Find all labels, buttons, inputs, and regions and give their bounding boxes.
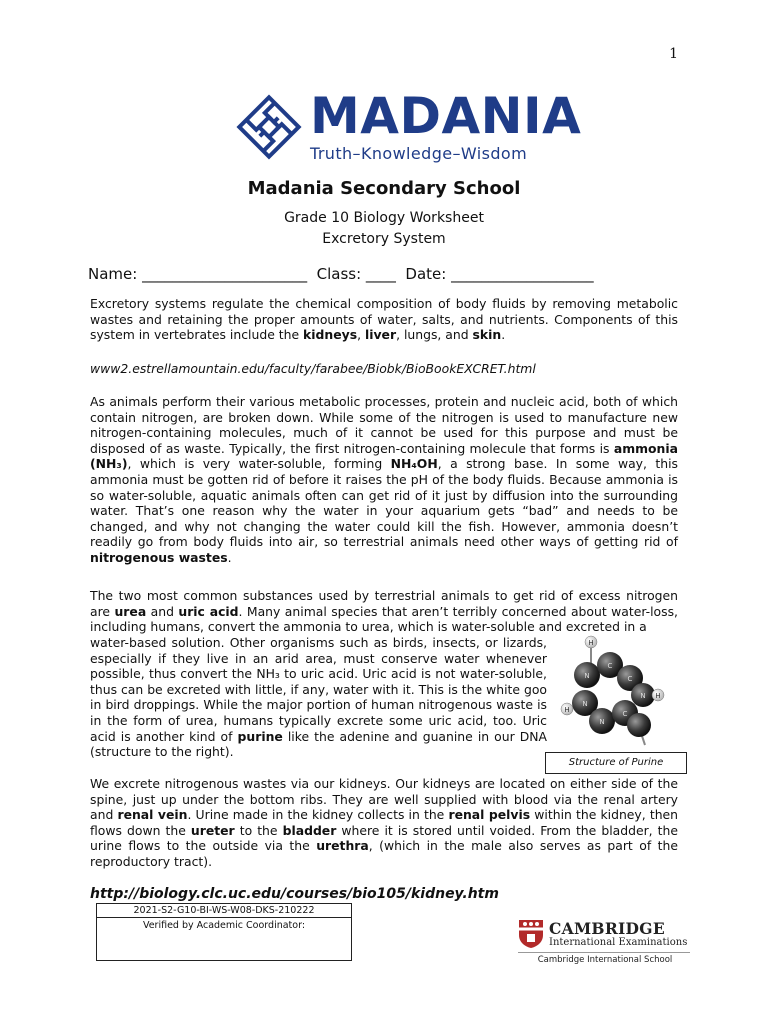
worksheet-title: Grade 10 Biology Worksheet (284, 210, 484, 226)
source-url-2: http://biology.clc.uc.edu/courses/bio105/kidney.htm (90, 886, 499, 902)
purine-caption: Structure of Purine (545, 752, 687, 774)
document-code: 2021-S2-G10-BI-WS-W08-DKS-210222 (97, 904, 351, 918)
purine-label-c1: C (607, 662, 613, 670)
purine-label-n1: N (584, 672, 590, 680)
paragraph-urea-continued: water-based solution. Other organisms such as birds, insects, or lizards, especially if they live in an arid area, must conserve water whenever possible, thus convert the NH₃ to uric acid. Uric acid is not water-soluble, thus can be excreted with little, if any, water with it. This is the white goo in bird droppings. While the major portion of human nitrogenous waste is in the form of urea, humans typically excrete some uric acid, too. Uric acid is another kind of purine like the adenine and guanine in our DNA (structure to the right). (90, 635, 547, 760)
cambridge-name: CAMBRIDGE (549, 919, 665, 938)
madania-maze-icon (236, 94, 302, 160)
logo-name: MADANIA (310, 87, 582, 145)
purine-label-c2: C (627, 675, 633, 683)
purine-label-n3: N (599, 718, 605, 726)
paragraph-urea: The two most common substances used by terrestrial animals to get rid of excess nitrogen are urea and uric acid. Many animal species that aren’t terribly concerned about water-loss, including humans, convert the ammonia to urea, which is water-soluble and excreted in a (90, 588, 678, 635)
purine-label-h1: H (588, 639, 594, 647)
verification-label: Verified by Academic Coordinator: (142, 920, 306, 931)
purine-label-n2: N (582, 700, 588, 708)
paragraph-intro: Excretory systems regulate the chemical composition of body fluids by removing metabolic wastes and retaining the proper amounts of water, salts, and nutrients. Components of this system in vertebrates include the kidneys, liver, lungs, and skin. (90, 296, 678, 343)
purine-label-h3: H (655, 692, 661, 700)
paragraph-kidneys: We excrete nitrogenous wastes via our kidneys. Our kidneys are located on either side of the spine, just up under the bottom ribs. They are well supplied with blood via the renal artery and renal vein. Urine made in the kidney collects in the renal pelvis within the kidney, then flows down the ureter to the bladder where it is stored until voided. From the bladder, the urine flows to the outside via the urethra, (which in the male also serves as part of the reproductory tract). (90, 776, 679, 869)
page-number: 1 (669, 46, 678, 62)
cambridge-subtitle: International Examinations (549, 937, 688, 948)
purine-label-c3: C (622, 710, 628, 718)
purine-structure-image (557, 633, 665, 751)
cambridge-shield-icon (518, 919, 544, 949)
name-class-date-line: Name: ______________________ Class: ____ Date: ___________________ (88, 265, 594, 283)
paragraph-ammonia: As animals perform their various metabolic processes, protein and nucleic acid, both of which contain nitrogen, are broken down. While some of the nitrogen is used to manufacture new nitrogen-containing molecules, much of it cannot be used for this purpose and must be disposed of as waste. Typically, the first nitrogen-containing molecule that forms is ammonia (NH₃), which is very water-soluble, forming NH₄OH, a strong base. In some way, this ammonia must be gotten rid of before it raises the pH of the body fluids. Because ammonia is so water-soluble, aquatic animals often can get rid of it just by diffusion into the surrounding water. That’s one reason why the water in your aquarium gets “bad” and needs to be changed, and why not changing the water could kill the fish. However, ammonia doesn’t readily go from body fluids into air, so terrestrial animals need other ways of getting rid of nitrogenous wastes. (90, 394, 678, 565)
divider (518, 952, 690, 953)
source-url-1: www2.estrellamountain.edu/faculty/farabee/Biobk/BioBookEXCRET.html (90, 361, 536, 376)
verification-box (96, 903, 352, 961)
school-title: Madania Secondary School (247, 178, 521, 199)
cambridge-school: Cambridge International School (537, 955, 673, 965)
purine-atom (627, 713, 651, 737)
purine-label-h2: H (564, 706, 570, 714)
logo-tagline: Truth–Knowledge–Wisdom (310, 144, 528, 163)
purine-label-n4: N (640, 692, 646, 700)
worksheet-topic: Excretory System (322, 231, 446, 247)
cambridge-logo (518, 919, 692, 965)
madania-logo (236, 87, 582, 163)
